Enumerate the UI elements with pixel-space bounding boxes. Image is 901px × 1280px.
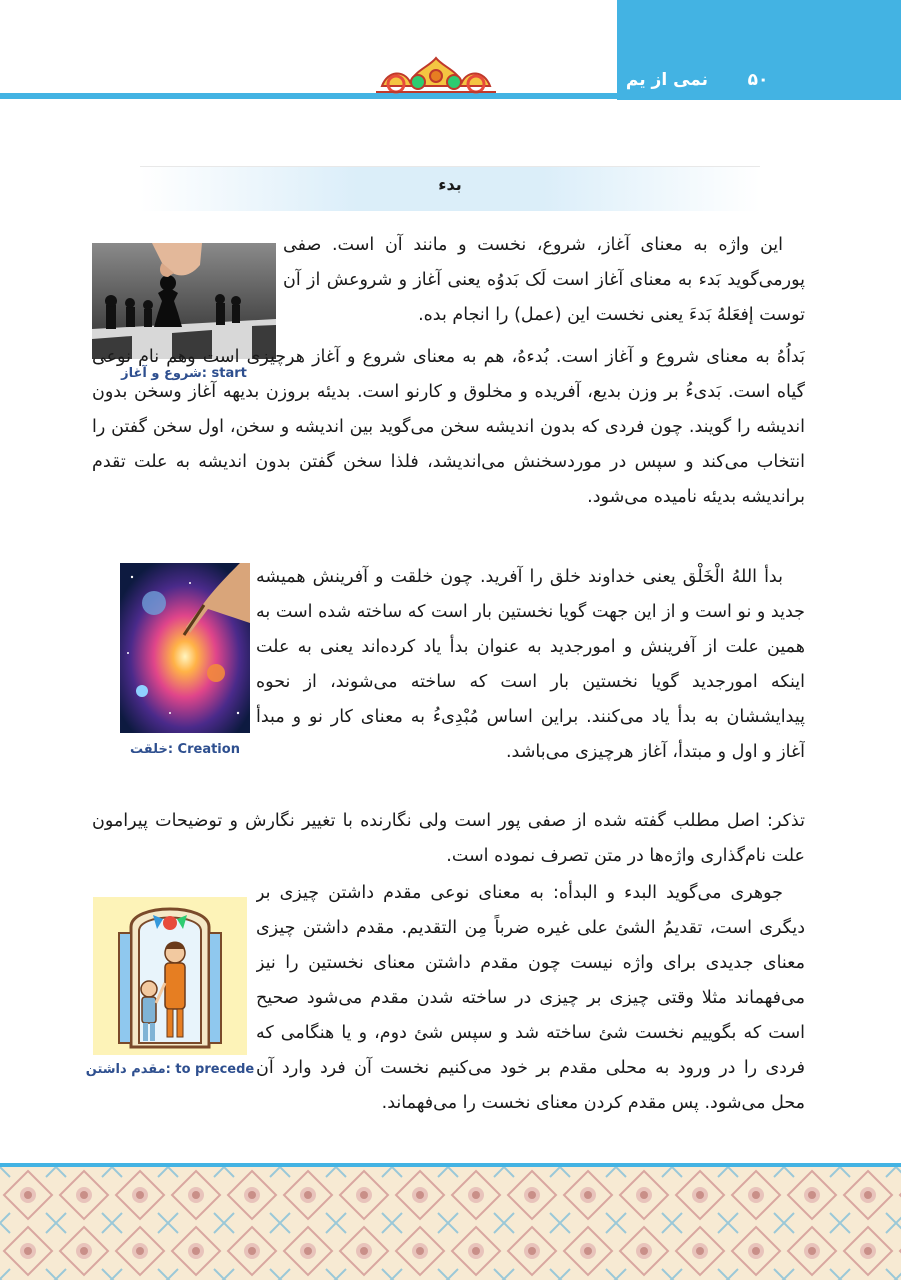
precede-image xyxy=(93,897,247,1055)
page-number: ۵۰ xyxy=(747,70,769,90)
paragraph-jowhari: جوهری می‌گوید البدء و البدأه: به معنای نوعی مقدم داشتن چیزی بر دیگری است، تقدیمُ الشئ علی غیره ضرباً مِن التقدیم. مقدم داشتن چیزی معنای جدیدی برای واژه نیست چون مقدم داشتن معنای نخستین را نیز می‌فهماند مثلا وقتی چیزی بر چیزی در ساخته شدن مقدم می‌شود صحیح است که بگوییم نخست شئ ساخته شد و سپس شئ دوم، و یا هنگامی که فردی را در ورود به محلی مقدم بر خود می‌کنیم نخست آن فرد وارد آن محل می‌شود. پس مقدم کردن معنای نخست را می‌فهماند. xyxy=(256,883,805,1113)
paragraph-block-3 xyxy=(256,560,805,805)
footer-ornament-pattern xyxy=(0,1167,901,1280)
header-ornament xyxy=(374,56,498,98)
figure-caption-start: شروع و آغاز: start xyxy=(121,366,247,381)
paragraph-intro: این واژه به معنای آغاز، شروع، نخست و مانند آن است. صفی پورمی‌گوید بَدء به معنای آغاز است لَک بَدوُه یعنی آغاز و شروعش از آن توست إفعَلهُ بَدءَ یعنی نخست این (عمل) را انجام بده. xyxy=(283,235,805,325)
paragraph-bada: بَداُهُ به معنای شروع و آغاز است. بُدءهُ، هم به معنای شروع و آغاز هرچیزی است وهم نام نوعی گیاه است. بَدیءُ بر وزن بدیع، آفریده و مخلوق و کارنو است. بدیئه بروزن بدیهه آغاز وسخن بدون اندیشه را گویند. چون فردی که بدون اندیشه سخن می‌گوید بین اندیشه و سخن، اول سخن گفتن را انتخاب می‌کند و سپس در موردسخنش می‌اندیشد، فلذا سخن گفتن بدون اندیشه به علت تقدم براندیشه بدیئه نامیده می‌شود. xyxy=(92,347,805,507)
section-heading-band xyxy=(140,166,760,211)
paragraph-creation: بدأ اللهُ الْخَلْق یعنی خداوند خلق را آفرید. چون خلقت و آفرینش همیشه جدید و نو است و از این جهت گویا نخستین بار است که ساخته شده است به همین علت از آفرینش و امورجدید به عنوان بدأ یاد کرده‌اند یعنی به علت اینکه امورجدید گویا نخستین بار است که ساخته می‌شوند، از نحوه پیدایششان به بدأ یاد می‌کنند. براین اساس مُبْدِیءُ به معنای کار نو و مبدأ آغاز و اول و مبتدأ، آغاز هرچیزی می‌باشد. xyxy=(256,567,805,762)
paragraph-block-5 xyxy=(256,876,805,1158)
figure-caption-precede: مقدم داشتن: to precede xyxy=(85,1062,255,1077)
book-title: نمی از یم xyxy=(625,70,709,90)
paragraph-note: تذکر: اصل مطلب گفته شده از صفی پور است ولی نگارنده با تغییر نگارش و توضیحات پیرامون علت نام‌گذاری واژه‌ها در متن تصرف نموده است. xyxy=(92,811,805,866)
paragraph-block-4 xyxy=(92,804,805,876)
creation-image xyxy=(120,563,250,733)
paragraph-block-2 xyxy=(92,340,805,566)
section-title: بدء xyxy=(438,175,462,194)
figure-caption-creation: خلقت: Creation xyxy=(130,742,240,757)
